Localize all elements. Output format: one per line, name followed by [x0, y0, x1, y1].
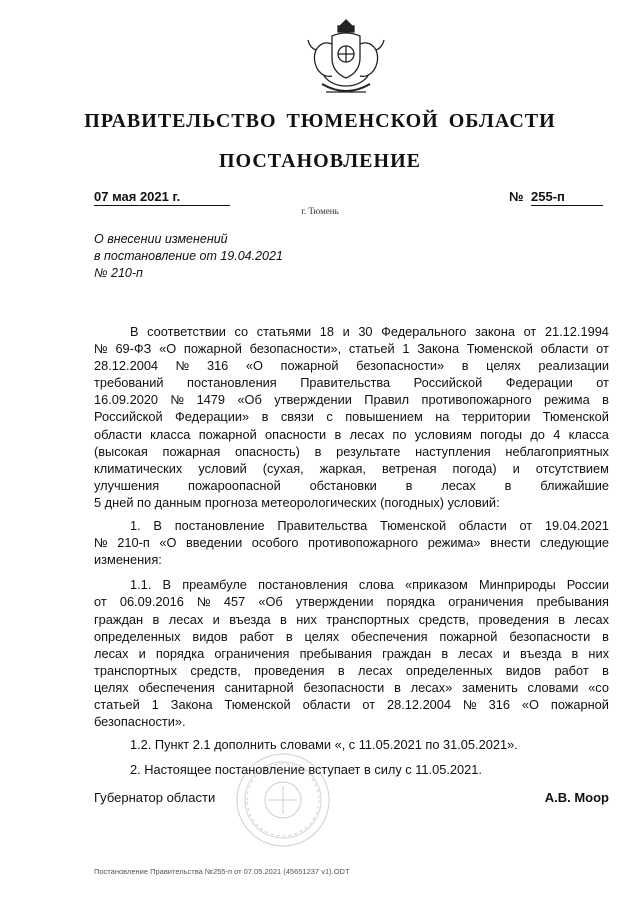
- government-title: ПРАВИТЕЛЬСТВО ТЮМЕНСКОЙ ОБЛАСТИ: [84, 110, 556, 132]
- paragraph-line: улучшения пожароопасной обстановки в лесах в ближайшие: [94, 477, 609, 493]
- paragraph-line: № 69-ФЗ «О пожарной безопасности», статьей 1 Закона Тюменской области от: [94, 341, 609, 357]
- clause-2-paragraph: [94, 761, 609, 778]
- paragraph-line: граждан в лесах и въезда в них транспортных средств, проведения в лесах: [94, 611, 609, 627]
- paragraph-line: Российской Федерации» в связи с повышением на территории Тюменской: [94, 409, 609, 425]
- paragraph-line: 16.09.2020 № 1479 «Об утверждении Правил противопожарного режима в: [94, 392, 609, 408]
- signatory-name: А.В. Моор: [544, 790, 609, 805]
- coat-of-arms-emblem: [302, 14, 390, 102]
- document-number: 255-п: [531, 189, 565, 204]
- paragraph-line: требований постановления Правительства Российской Федерации от: [94, 375, 609, 391]
- subject-line: № 210-п: [94, 266, 143, 280]
- paragraph-line: № 210-п «О введении особого противопожарного режима» внести следующие: [94, 535, 609, 551]
- paragraph-line: определенных видов работ в целях обеспечения пожарной безопасности в: [94, 628, 609, 644]
- paragraph-line: транспортных средств, проведения в лесах определенных видов работ в: [94, 662, 609, 678]
- paragraph-line: лесах и порядка ограничения пребывания граждан в лесах и въезда в них: [94, 645, 609, 661]
- paragraph-line: области класса пожарной опасности в лесах по условиям погоды до 4 класса: [94, 426, 609, 442]
- document-type-title: ПОСТАНОВЛЕНИЕ: [219, 150, 421, 172]
- paragraph-line: изменения:: [94, 552, 162, 568]
- clause-1-1-paragraph: [94, 576, 609, 730]
- document-footer: Постановление Правительства №255-п от 07.05.2021 (45651237 v1).ODT: [94, 867, 350, 876]
- preamble-paragraph: [94, 323, 609, 511]
- paragraph-line: 5 дней по данным прогноза метеорологических (погодных) условий:: [94, 494, 500, 510]
- paragraph-line: статьей 1 Закона Тюменской области от 28.12.2004 № 316 «О пожарной: [94, 696, 609, 712]
- subject-line: в постановление от 19.04.2021: [94, 249, 283, 263]
- subject-line: О внесении изменений: [94, 232, 228, 246]
- paragraph-line: 1. В постановление Правительства Тюменской области от 19.04.2021: [130, 518, 609, 534]
- signature-block: [94, 790, 609, 805]
- signatory-position: Губернатор области: [94, 790, 216, 805]
- document-subject: [94, 231, 394, 282]
- paragraph-line: 1.1. В преамбуле постановления слова «приказом Минприроды России: [130, 577, 609, 593]
- document-date: 07 мая 2021 г.: [94, 189, 181, 204]
- clause-1-paragraph: [94, 517, 609, 568]
- paragraph-line: 28.12.2004 № 316 «О пожарной безопасности» в целях реализации: [94, 358, 609, 374]
- paragraph-line: В соответствии со статьями 18 и 30 Федерального закона от 21.12.1994: [130, 324, 609, 339]
- paragraph-line: (высокая пожарная опасность) в результате наступления неблагоприятных: [94, 443, 609, 459]
- city-label: г. Тюмень: [301, 206, 339, 216]
- paragraph-line: от 06.09.2016 № 457 «Об утверждении порядка ограничения пребывания: [94, 594, 609, 610]
- number-label: №: [509, 189, 524, 204]
- paragraph-line: 2. Настоящее постановление вступает в силу с 11.05.2021.: [130, 762, 482, 778]
- paragraph-line: целях обеспечения санитарной безопасности в лесах» заменить словами «со: [94, 679, 609, 695]
- paragraph-line: климатических условий (сухая, жаркая, ветреная погода) и отсутствием: [94, 460, 609, 476]
- document-body: [94, 323, 609, 778]
- paragraph-line: 1.2. Пункт 2.1 дополнить словами «, с 11.05.2021 по 31.05.2021».: [130, 737, 518, 753]
- paragraph-line: безопасности».: [94, 714, 186, 730]
- clause-1-2-paragraph: [94, 736, 609, 753]
